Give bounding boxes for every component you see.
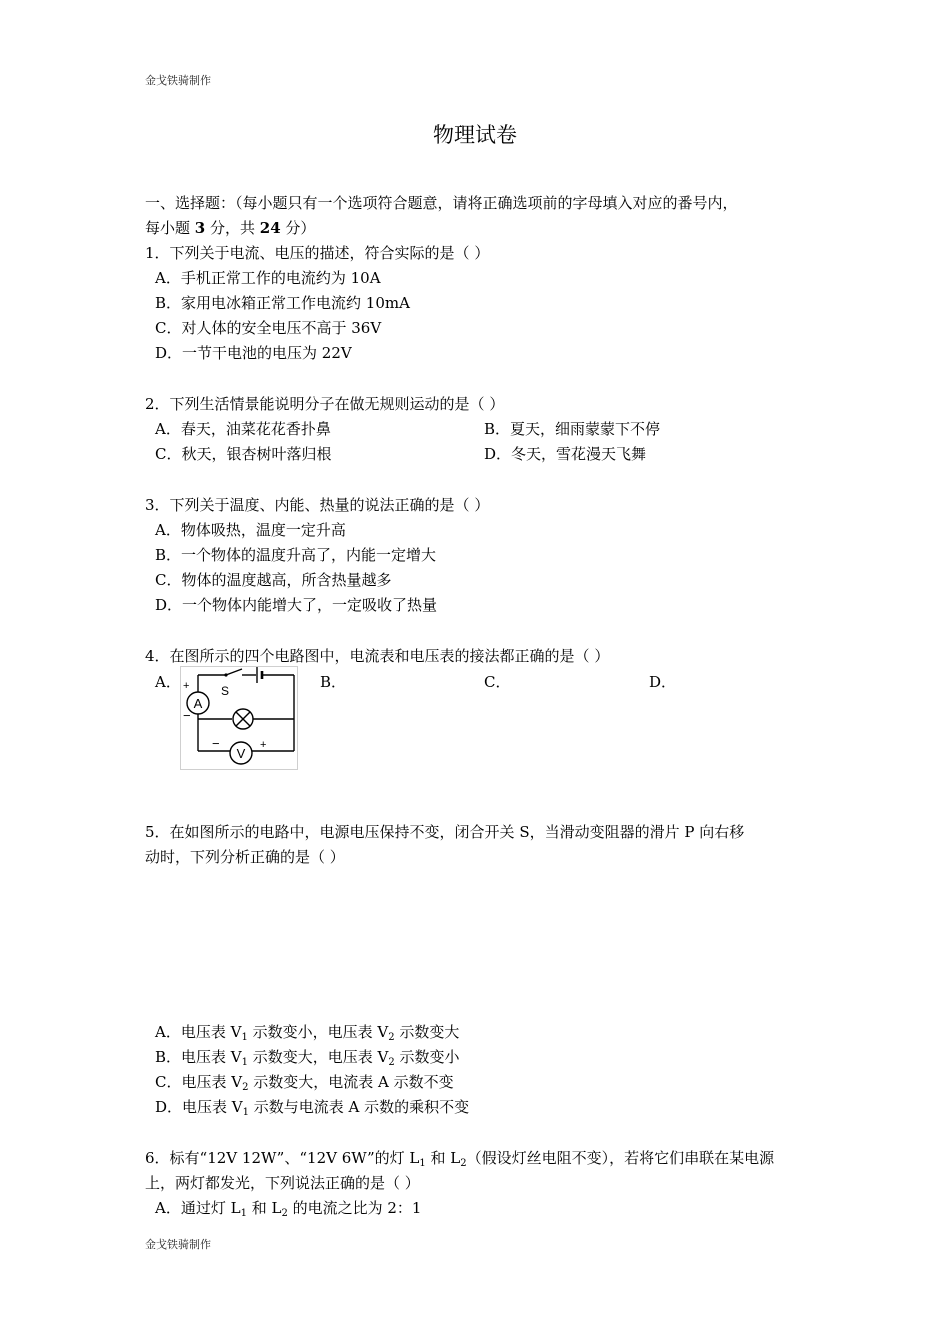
- question-3-stem: 3．下列关于温度、内能、热量的说法正确的是（ ）: [145, 496, 490, 514]
- question-4-option-b: B．: [320, 673, 347, 691]
- question-1-option-b: B．家用电冰箱正常工作电流约 10mA: [155, 294, 410, 312]
- question-1-stem: 1．下列关于电流、电压的描述，符合实际的是（ ）: [145, 244, 490, 262]
- question-1-option-c: C．对人体的安全电压不高于 36V: [155, 319, 382, 337]
- question-2-option-c: C．秋天，银杏树叶落归根: [155, 445, 332, 463]
- section-instructions-line2: 每小题 3 分，共 24 分）: [145, 219, 316, 237]
- question-2-option-b: B．夏天，细雨蒙蒙下不停: [484, 420, 661, 438]
- voltmeter-label: V: [236, 746, 246, 761]
- question-4-option-a: A．: [155, 673, 181, 691]
- question-5-option-d: D．电压表 $V_1$ 示数与电流表 A 示数的乘积不变: [155, 1098, 470, 1118]
- question-1-option-a: A．手机正常工作的电流约为 10A: [155, 269, 381, 287]
- voltmeter-plus: +: [260, 739, 267, 751]
- circuit-diagram-a: [180, 666, 298, 770]
- question-3-option-a: A．物体吸热，温度一定升高: [155, 521, 346, 539]
- question-3-option-d: D．一个物体内能增大了，一定吸收了热量: [155, 596, 438, 614]
- ammeter-minus: −: [183, 708, 191, 723]
- page-footer: 金戈铁骑制作: [145, 1238, 211, 1251]
- voltmeter-minus: −: [212, 736, 220, 751]
- question-6-stem-line1: 6．标有“12V 12W”、“12V 6W”的灯 $L_1$ 和 $L_2$（假设灯丝电阻不变），若将它们串联在某电源: [145, 1149, 775, 1169]
- question-5-stem-line2: 动时，下列分析正确的是（ ）: [145, 848, 345, 866]
- question-3-option-b: B．一个物体的温度升高了，内能一定增大: [155, 546, 437, 564]
- switch-label: S: [221, 684, 230, 698]
- question-5-option-b: B．电压表 $V_1$ 示数变大，电压表 $V_2$ 示数变小: [155, 1048, 460, 1068]
- ammeter-label: A: [193, 696, 203, 711]
- question-4-option-d: D．: [649, 673, 677, 691]
- question-6-stem-line2: 上，两灯都发光，下列说法正确的是（ ）: [145, 1174, 420, 1192]
- question-5-option-a: A．电压表 $V_1$ 示数变小，电压表 $V_2$ 示数变大: [155, 1023, 460, 1043]
- question-5-option-c: C．电压表 $V_2$ 示数变大，电流表 A 示数不变: [155, 1073, 454, 1093]
- question-4-option-c: C．: [484, 673, 511, 691]
- question-2-option-a: A．春天，油菜花花香扑鼻: [155, 420, 331, 438]
- page-header: 金戈铁骑制作: [145, 74, 211, 87]
- question-5-stem-line1: 5．在如图所示的电路中，电源电压保持不变，闭合开关 S，当滑动变阻器的滑片 P 向右移: [145, 823, 745, 841]
- question-6-option-a: A．通过灯 $L_1$ 和 $L_2$ 的电流之比为 2：1: [155, 1199, 422, 1219]
- ammeter-plus: +: [183, 680, 190, 692]
- question-1-option-d: D．一节干电池的电压为 22V: [155, 344, 352, 362]
- page-title: 物理试卷: [433, 123, 517, 147]
- question-3-option-c: C．物体的温度越高，所含热量越多: [155, 571, 392, 589]
- question-2-stem: 2．下列生活情景能说明分子在做无规则运动的是（ ）: [145, 395, 505, 413]
- section-instructions-line1: 一、选择题：（每小题只有一个选项符合题意，请将正确选项前的字母填入对应的番号内，: [145, 194, 738, 212]
- question-4-stem: 4．在图所示的四个电路图中，电流表和电压表的接法都正确的是（ ）: [145, 647, 610, 665]
- question-2-option-d: D．冬天，雪花漫天飞舞: [484, 445, 647, 463]
